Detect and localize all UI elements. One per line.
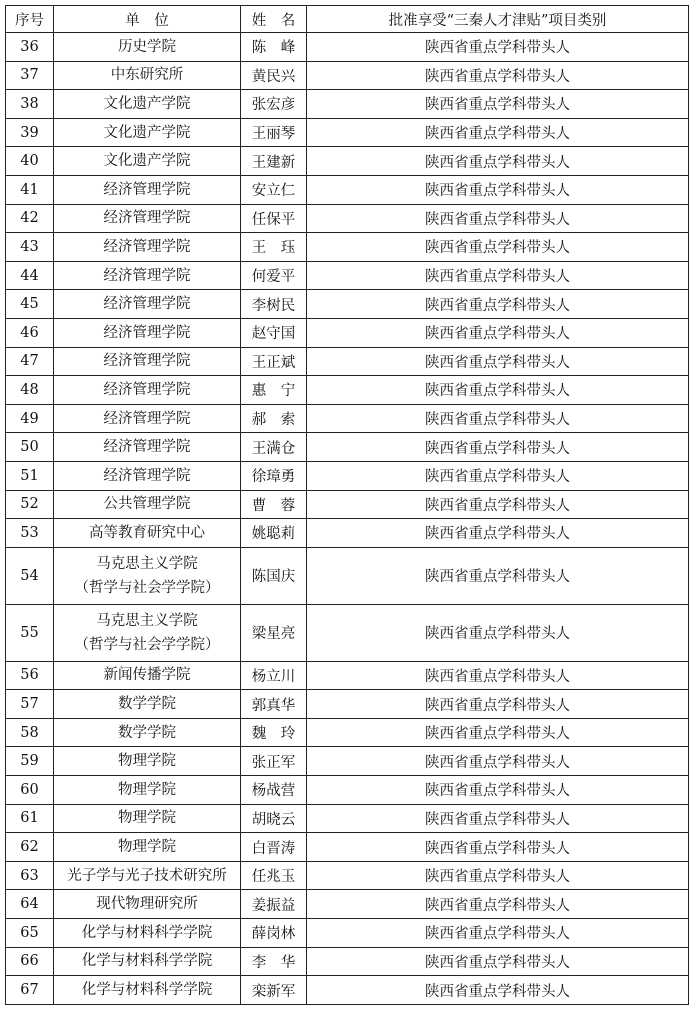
table-row [6,919,689,948]
cell-name: 王正斌 [241,347,307,376]
cell-unit [54,890,241,919]
unit-line: 文化遗产学院 [103,124,191,141]
cell-serial: 42 [6,204,54,233]
document-page [5,5,689,1005]
cell-category: 陕西省重点学科带头人 [307,490,689,519]
cell-serial: 61 [6,804,54,833]
cell-name: 赵守国 [241,318,307,347]
cell-serial: 52 [6,490,54,519]
cell-category: 陕西省重点学科带头人 [307,547,689,604]
table-row [6,804,689,833]
unit-line: 马克思主义学院 [96,612,198,629]
unit-line: 经济管理学院 [103,296,191,313]
unit-line: 数学学院 [118,724,176,741]
cell-serial: 62 [6,833,54,862]
table-row [6,776,689,805]
cell-category: 陕西省重点学科带头人 [307,604,689,661]
unit-line: 化学与材料科学学院 [81,982,213,999]
cell-name: 姜振益 [241,890,307,919]
cell-name: 栾新军 [241,976,307,1005]
cell-category: 陕西省重点学科带头人 [307,747,689,776]
table-row [6,33,689,62]
cell-name: 曹 蓉 [241,490,307,519]
cell-name: 黄民兴 [241,61,307,90]
cell-unit [54,919,241,948]
cell-serial: 46 [6,318,54,347]
cell-category: 陕西省重点学科带头人 [307,661,689,690]
table-row [6,833,689,862]
unit-line: 化学与材料科学学院 [81,924,213,941]
table-row [6,147,689,176]
cell-category: 陕西省重点学科带头人 [307,833,689,862]
cell-unit [54,947,241,976]
cell-serial: 50 [6,433,54,462]
unit-line: 物理学院 [118,839,176,856]
cell-category: 陕西省重点学科带头人 [307,376,689,405]
unit-line: 物理学院 [118,753,176,770]
cell-category: 陕西省重点学科带头人 [307,519,689,548]
cell-category: 陕西省重点学科带头人 [307,861,689,890]
cell-name: 任兆玉 [241,861,307,890]
unit-line: 物理学院 [118,810,176,827]
cell-unit [54,147,241,176]
cell-serial: 57 [6,690,54,719]
unit-line: 中东研究所 [110,67,184,84]
header-unit: 单 位 [54,6,241,33]
table-row [6,490,689,519]
cell-serial: 39 [6,118,54,147]
cell-category: 陕西省重点学科带头人 [307,175,689,204]
cell-category: 陕西省重点学科带头人 [307,61,689,90]
unit-line: 经济管理学院 [103,381,191,398]
cell-unit [54,433,241,462]
cell-serial: 67 [6,976,54,1005]
table-row [6,175,689,204]
table-row [6,604,689,661]
cell-serial: 55 [6,604,54,661]
cell-serial: 41 [6,175,54,204]
table-row [6,347,689,376]
cell-unit [54,490,241,519]
cell-name: 郝 索 [241,404,307,433]
cell-category: 陕西省重点学科带头人 [307,290,689,319]
unit-line: 高等教育研究中心 [89,524,205,541]
cell-category: 陕西省重点学科带头人 [307,33,689,62]
unit-line: 现代物理研究所 [96,896,198,913]
cell-unit [54,233,241,262]
cell-name: 惠 宁 [241,376,307,405]
unit-line: （哲学与社会学学院） [74,579,220,596]
table-row [6,890,689,919]
cell-category: 陕西省重点学科带头人 [307,261,689,290]
cell-name: 张宏彦 [241,90,307,119]
cell-category: 陕西省重点学科带头人 [307,947,689,976]
cell-unit [54,33,241,62]
cell-category: 陕西省重点学科带头人 [307,404,689,433]
cell-name: 梁星亮 [241,604,307,661]
table-row [6,519,689,548]
cell-name: 任保平 [241,204,307,233]
cell-name: 薛岗林 [241,919,307,948]
cell-unit [54,976,241,1005]
cell-unit [54,347,241,376]
cell-name: 白晋涛 [241,833,307,862]
cell-serial: 48 [6,376,54,405]
cell-serial: 64 [6,890,54,919]
cell-name: 陈国庆 [241,547,307,604]
cell-name: 魏 玲 [241,718,307,747]
cell-serial: 45 [6,290,54,319]
unit-line: 文化遗产学院 [103,95,191,112]
cell-serial: 47 [6,347,54,376]
cell-serial: 40 [6,147,54,176]
cell-unit [54,290,241,319]
unit-line: 新闻传播学院 [103,667,191,684]
table-row [6,947,689,976]
cell-serial: 43 [6,233,54,262]
table-row [6,861,689,890]
table-row [6,690,689,719]
unit-line: 经济管理学院 [103,324,191,341]
table-row [6,461,689,490]
cell-name: 何爱平 [241,261,307,290]
table-row [6,61,689,90]
cell-name: 安立仁 [241,175,307,204]
table-row [6,318,689,347]
unit-line: （哲学与社会学学院） [74,636,220,653]
table-row [6,376,689,405]
cell-unit [54,318,241,347]
cell-unit [54,404,241,433]
cell-serial: 65 [6,919,54,948]
unit-line: 经济管理学院 [103,238,191,255]
cell-name: 王 珏 [241,233,307,262]
cell-category: 陕西省重点学科带头人 [307,90,689,119]
cell-category: 陕西省重点学科带头人 [307,976,689,1005]
cell-category: 陕西省重点学科带头人 [307,433,689,462]
cell-unit [54,90,241,119]
cell-name: 姚聪莉 [241,519,307,548]
table-row [6,233,689,262]
cell-unit [54,804,241,833]
table-row [6,204,689,233]
unit-line: 经济管理学院 [103,353,191,370]
cell-serial: 58 [6,718,54,747]
cell-name: 张正军 [241,747,307,776]
unit-line: 化学与材料科学学院 [81,953,213,970]
cell-category: 陕西省重点学科带头人 [307,147,689,176]
cell-category: 陕西省重点学科带头人 [307,118,689,147]
cell-serial: 49 [6,404,54,433]
cell-unit [54,661,241,690]
cell-serial: 38 [6,90,54,119]
cell-unit [54,118,241,147]
cell-category: 陕西省重点学科带头人 [307,890,689,919]
cell-name: 杨立川 [241,661,307,690]
cell-category: 陕西省重点学科带头人 [307,347,689,376]
cell-unit [54,519,241,548]
cell-name: 胡晓云 [241,804,307,833]
header-category: 批准享受“三秦人才津贴”项目类别 [307,6,689,33]
cell-name: 李 华 [241,947,307,976]
cell-category: 陕西省重点学科带头人 [307,919,689,948]
cell-category: 陕西省重点学科带头人 [307,318,689,347]
cell-serial: 60 [6,776,54,805]
cell-serial: 56 [6,661,54,690]
cell-category: 陕西省重点学科带头人 [307,233,689,262]
unit-line: 公共管理学院 [103,496,191,513]
cell-category: 陕西省重点学科带头人 [307,204,689,233]
unit-line: 经济管理学院 [103,181,191,198]
cell-unit [54,61,241,90]
cell-unit [54,261,241,290]
cell-name: 李树民 [241,290,307,319]
unit-line: 经济管理学院 [103,410,191,427]
unit-line: 光子学与光子技术研究所 [67,867,227,884]
cell-unit [54,861,241,890]
unit-line: 经济管理学院 [103,439,191,456]
cell-name: 王丽琴 [241,118,307,147]
cell-category: 陕西省重点学科带头人 [307,804,689,833]
cell-unit [54,461,241,490]
cell-category: 陕西省重点学科带头人 [307,461,689,490]
cell-unit [54,776,241,805]
cell-name: 郭真华 [241,690,307,719]
unit-line: 经济管理学院 [103,210,191,227]
table-row [6,118,689,147]
table-row [6,261,689,290]
cell-category: 陕西省重点学科带头人 [307,690,689,719]
cell-unit [54,547,241,604]
header-serial: 序号 [6,6,54,33]
unit-line: 文化遗产学院 [103,153,191,170]
cell-unit [54,175,241,204]
cell-name: 王建新 [241,147,307,176]
table-row [6,404,689,433]
cell-name: 陈 峰 [241,33,307,62]
cell-unit [54,833,241,862]
cell-serial: 66 [6,947,54,976]
cell-serial: 54 [6,547,54,604]
header-name: 姓 名 [241,6,307,33]
cell-serial: 44 [6,261,54,290]
unit-line: 经济管理学院 [103,467,191,484]
cell-serial: 63 [6,861,54,890]
cell-serial: 51 [6,461,54,490]
cell-serial: 37 [6,61,54,90]
unit-line: 物理学院 [118,781,176,798]
cell-unit [54,718,241,747]
cell-category: 陕西省重点学科带头人 [307,718,689,747]
cell-unit [54,690,241,719]
cell-unit [54,604,241,661]
table-row [6,547,689,604]
talent-allowance-table [5,5,689,1005]
cell-name: 徐璋勇 [241,461,307,490]
table-body [6,33,689,1005]
unit-line: 马克思主义学院 [96,555,198,572]
cell-serial: 36 [6,33,54,62]
table-row [6,290,689,319]
unit-line: 历史学院 [118,38,176,55]
cell-unit [54,747,241,776]
cell-name: 王满仓 [241,433,307,462]
cell-unit [54,376,241,405]
table-row [6,433,689,462]
cell-name: 杨战营 [241,776,307,805]
cell-serial: 53 [6,519,54,548]
table-row [6,747,689,776]
table-row [6,90,689,119]
table-row [6,976,689,1005]
cell-serial: 59 [6,747,54,776]
table-row [6,718,689,747]
unit-line: 经济管理学院 [103,267,191,284]
table-header-row [6,6,689,33]
unit-line: 数学学院 [118,696,176,713]
cell-unit [54,204,241,233]
table-row [6,661,689,690]
cell-category: 陕西省重点学科带头人 [307,776,689,805]
